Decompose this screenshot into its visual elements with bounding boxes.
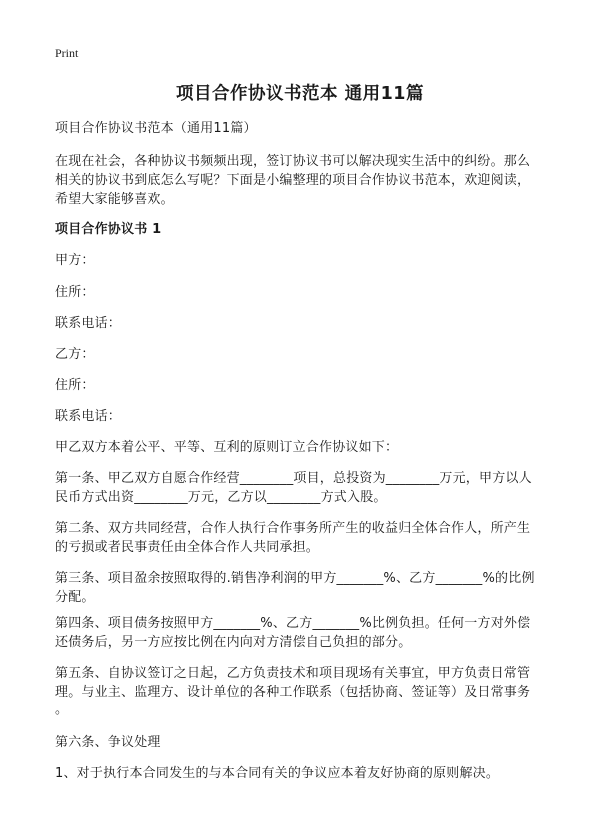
clause-2-line-2: 的亏损或者民事责任由全体合作人共同承担。 <box>55 540 320 555</box>
clause-1-line-1: 第一条、甲乙双方自愿合作经营________项目，总投资为________万元，甲方以人 <box>55 471 532 486</box>
print-label: Print <box>55 46 79 60</box>
clause-4-line-2: 还债务后，另一方应按比例在内向对方清偿自己负担的部分。 <box>55 635 412 650</box>
clause-5-line-3: 。 <box>55 702 69 717</box>
clause-5-line-2: 理。与业主、监理方、设计单位的各种工作联系（包括协商、签证等）及日常事务 <box>55 685 531 700</box>
clause-3-line-2: 分配。 <box>55 590 95 605</box>
document-title: 项目合作协议书范本 通用11篇 <box>176 84 424 104</box>
clause-1-line-2: 民币方式出资________万元，乙方以________方式入股。 <box>55 490 387 505</box>
party-a-phone-label: 联系电话： <box>55 316 122 331</box>
party-b-label: 乙方： <box>55 347 95 362</box>
party-a-label: 甲方： <box>55 253 95 268</box>
intro-line-1: 在现在社会，各种协议书频频出现，签订协议书可以解决现实生活中的纠纷。那么 <box>55 154 531 169</box>
clause-3-line-1: 第三条、项目盈余按照取得的.销售净利润的甲方_______%、乙方_______%的比例 <box>55 571 535 586</box>
party-a-address-label: 住所： <box>55 285 95 300</box>
clause-6-item-1: 1、对于执行本合同发生的与本合同有关的争议应本着友好协商的原则解决。 <box>55 766 500 781</box>
intro-line-3: 希望大家能够喜欢。 <box>55 192 174 207</box>
clause-6-heading: 第六条、争议处理 <box>55 735 161 750</box>
document-subtitle: 项目合作协议书范本（通用11篇） <box>55 121 257 136</box>
party-b-address-label: 住所： <box>55 378 95 393</box>
section-heading: 项目合作协议书 1 <box>55 222 162 237</box>
clause-5-line-1: 第五条、自协议签订之日起，乙方负责技术和项目现场有关事宜，甲方负责日常管 <box>55 666 531 681</box>
clause-2-line-1: 第二条、双方共同经营，合作人执行合作事务所产生的收益归全体合作人，所产生 <box>55 521 531 536</box>
preamble: 甲乙双方本着公平、平等、互利的原则订立合作协议如下： <box>55 440 399 455</box>
party-b-phone-label: 联系电话： <box>55 409 122 424</box>
intro-line-2: 相关的协议书到底怎么写呢？下面是小编整理的项目合作协议书范本，欢迎阅读， <box>55 173 531 188</box>
clause-4-line-1: 第四条、项目债务按照甲方_______%、乙方_______%比例负担。任何一方对外偿 <box>55 616 531 631</box>
